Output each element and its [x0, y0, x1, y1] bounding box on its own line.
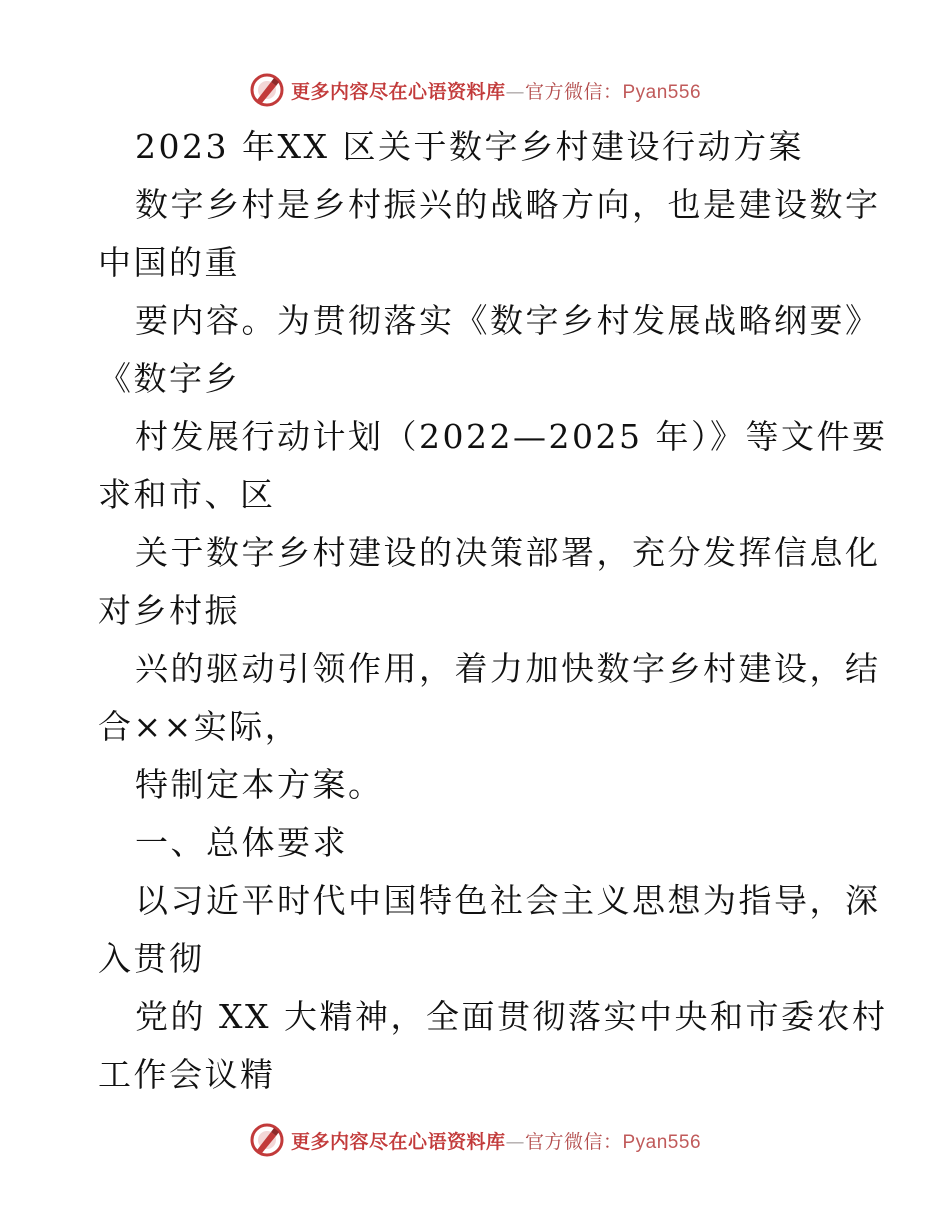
watermark-banner-bottom [0, 1120, 950, 1160]
pen-logo-icon [249, 72, 285, 108]
text-line: 以习近平时代中国特色社会主义思想为指导，深 [135, 881, 881, 920]
text-line: 兴的驱动引领作用，着力加快数字乡村建设，结 [135, 649, 881, 688]
watermark-banner-top [0, 70, 950, 110]
pen-logo-icon [249, 1122, 285, 1158]
watermark-wechat-id: Pyan556 [622, 1131, 702, 1153]
text-line: 中国的重 [98, 243, 240, 282]
text-line: 《数字乡 [98, 359, 240, 398]
watermark-lead: 更多内容尽在心语资料库 [290, 80, 506, 103]
text-line: 要内容。为贯彻落实《数字乡村发展战略纲要》 [135, 301, 881, 340]
text-line: 入贯彻 [98, 939, 205, 978]
watermark-dash: — [505, 1130, 525, 1153]
watermark-text [291, 1127, 701, 1154]
text-line: 数字乡村是乡村振兴的战略方向，也是建设数字 [135, 185, 881, 224]
text-line: 一、总体要求 [135, 823, 348, 862]
text-line: 村发展行动计划（2022—2025 年）》等文件要 [135, 417, 888, 456]
watermark-lead: 更多内容尽在心语资料库 [290, 1130, 506, 1153]
watermark-content [249, 72, 701, 108]
watermark-dash: — [505, 80, 525, 103]
text-line: 求和市、区 [98, 475, 276, 514]
text-line: 党的 XX 大精神，全面贯彻落实中央和市委农村 [135, 997, 888, 1036]
watermark-official-label: 官方微信： [524, 80, 623, 103]
text-line: 合××实际， [98, 707, 301, 746]
watermark-text [291, 77, 701, 104]
text-line: 工作会议精 [98, 1055, 276, 1094]
watermark-official-label: 官方微信： [524, 1130, 623, 1153]
text-line: 对乡村振 [98, 591, 240, 630]
watermark-wechat-id: Pyan556 [622, 81, 702, 103]
text-line: 2023 年XX 区关于数字乡村建设行动方案 [135, 127, 804, 166]
text-line: 特制定本方案。 [135, 765, 384, 804]
document-body [98, 118, 888, 1104]
text-line: 关于数字乡村建设的决策部署，充分发挥信息化 [135, 533, 881, 572]
watermark-content [249, 1122, 701, 1158]
